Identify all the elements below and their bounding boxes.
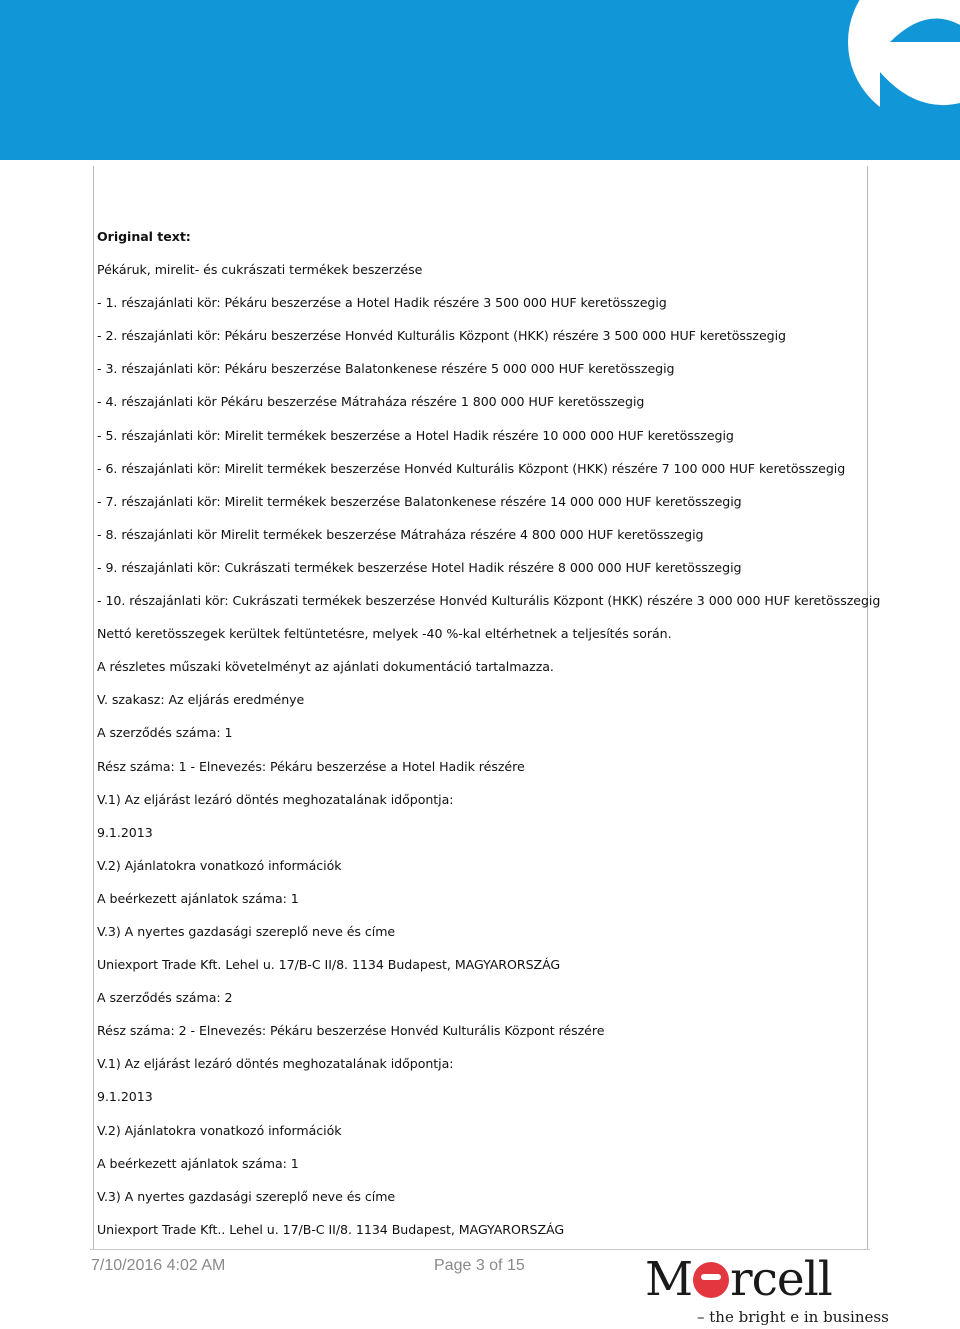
document-line: - 7. részajánlati kör: Mirelit termékek beszerzése Balatonkenese részére 14 000 000 HUF keretösszegig (97, 493, 742, 509)
document-line: - 8. részajánlati kör Mirelit termékek beszerzése Mátraháza részére 4 800 000 HUF keretösszegig (97, 526, 704, 542)
document-line: A beérkezett ajánlatok száma: 1 (97, 1155, 299, 1171)
document-line: - 10. részajánlati kör: Cukrászati termékek beszerzése Honvéd Kulturális Központ (HKK) részére 3 000 000 HUF keretösszegig (97, 593, 881, 609)
document-line: - 3. részajánlati kör: Pékáru beszerzése Balatonkenese részére 5 000 000 HUF keretösszegig (97, 361, 675, 377)
brand-wordmark (645, 1252, 832, 1308)
section-heading-original-text: Original text: (97, 229, 191, 244)
document-line: - 9. részajánlati kör: Cukrászati termékek beszerzése Hotel Hadik részére 8 000 000 HUF keretösszegig (97, 559, 742, 575)
brand-tagline: – the bright e in business (697, 1308, 889, 1326)
document-line: V.2) Ajánlatokra vonatkozó információk (97, 857, 342, 873)
document-line: V.2) Ajánlatokra vonatkozó információk (97, 1122, 342, 1138)
document-line: V.3) A nyertes gazdasági szereplő neve és címe (97, 923, 396, 939)
brand-wordmark-left: M (645, 1252, 693, 1307)
brand-e-icon (820, 0, 960, 135)
document-line: - 4. részajánlati kör Pékáru beszerzése Mátraháza részére 1 800 000 HUF keretösszegig (97, 394, 645, 410)
document-line: 9.1.2013 (97, 824, 153, 840)
document-line: 9.1.2013 (97, 1089, 153, 1105)
footer-timestamp: 7/10/2016 4:02 AM (91, 1257, 226, 1274)
header-band (0, 0, 960, 160)
footer-divider (90, 1249, 870, 1250)
document-line: - 2. részajánlati kör: Pékáru beszerzése Honvéd Kulturális Központ (HKK) részére 3 500 000 HUF keretösszegig (97, 328, 787, 344)
document-line: A szerződés száma: 1 (97, 725, 233, 741)
document-line: V.1) Az eljárást lezáró döntés meghozatalának időpontja: (97, 791, 454, 807)
document-line: A beérkezett ajánlatok száma: 1 (97, 890, 299, 906)
document-line: - 1. részajánlati kör: Pékáru beszerzése a Hotel Hadik részére 3 500 000 HUF keretösszegig (97, 295, 667, 311)
document-line: Uniexport Trade Kft.. Lehel u. 17/B-C II/8. 1134 Budapest, MAGYARORSZÁG (97, 1221, 565, 1237)
document-line: Pékáruk, mirelit- és cukrászati termékek beszerzése (97, 262, 423, 278)
document-line: V.3) A nyertes gazdasági szereplő neve és címe (97, 1188, 396, 1204)
document-line: A részletes műszaki követelményt az ajánlati dokumentáció tartalmazza. (97, 659, 554, 675)
document-line: Uniexport Trade Kft. Lehel u. 17/B-C II/8. 1134 Budapest, MAGYARORSZÁG (97, 957, 561, 973)
document-line: Nettó keretösszegek kerültek feltüntetésre, melyek -40 %-kal eltérhetnek a teljesítés során. (97, 626, 672, 642)
document-line: V. szakasz: Az eljárás eredménye (97, 692, 305, 708)
page-frame-left (93, 166, 94, 1249)
document-line: - 6. részajánlati kör: Mirelit termékek beszerzése Honvéd Kulturális Központ (HKK) részére 7 100 000 HUF keretösszegig (97, 460, 846, 476)
footer-page-number: Page 3 of 15 (434, 1257, 525, 1274)
brand-e-mark-icon (693, 1262, 729, 1298)
document-line: Rész száma: 2 - Elnevezés: Pékáru beszerzése Honvéd Kulturális Központ részére (97, 1023, 605, 1039)
document-line: - 5. részajánlati kör: Mirelit termékek beszerzése a Hotel Hadik részére 10 000 000 HUF keretösszegig (97, 427, 734, 443)
document-line: Rész száma: 1 - Elnevezés: Pékáru beszerzése a Hotel Hadik részére (97, 758, 525, 774)
document-body (97, 228, 937, 1254)
document-line: V.1) Az eljárást lezáró döntés meghozatalának időpontja: (97, 1056, 454, 1072)
brand-wordmark-right: rcell (730, 1252, 832, 1307)
marcell-logo (645, 1252, 889, 1329)
document-line: A szerződés száma: 2 (97, 990, 233, 1006)
